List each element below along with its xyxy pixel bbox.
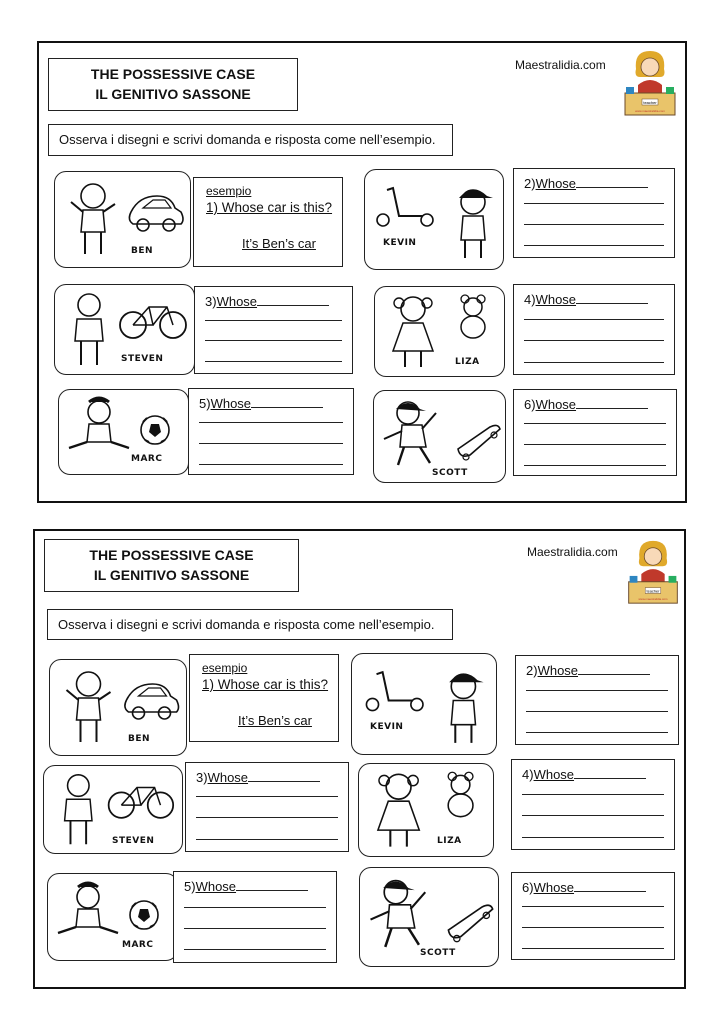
name-label-liza: LIZA <box>455 357 480 367</box>
picture-kevin <box>351 653 497 755</box>
name-label-ben: BEN <box>131 246 154 256</box>
question-3: 3)Whose <box>196 769 320 785</box>
answer-box-4 <box>513 284 675 375</box>
worksheet-bottom <box>33 529 686 989</box>
question-6: 6)Whose <box>522 879 646 895</box>
name-label-marc: MARC <box>122 940 154 950</box>
name-label-steven: STEVEN <box>112 836 155 846</box>
teddy-bear-icon <box>375 287 506 378</box>
car-icon <box>50 660 188 757</box>
question-5: 5)Whose <box>199 395 323 411</box>
answer-box-5 <box>188 388 354 475</box>
question-2: 2)Whose <box>524 175 648 191</box>
question-4: 4)Whose <box>522 766 646 782</box>
example-box <box>193 177 343 267</box>
name-label-marc: MARC <box>131 454 163 464</box>
title-line-1: THE POSSESSIVE CASE <box>90 66 256 82</box>
answer-box-2 <box>513 168 675 258</box>
example-answer: It’s Ben’s car <box>242 236 316 251</box>
name-label-kevin: KEVIN <box>383 238 417 248</box>
name-label-steven: STEVEN <box>121 354 164 364</box>
site-name: Maestralidia.com <box>515 58 606 72</box>
answer-box-3 <box>185 762 349 852</box>
picture-steven <box>43 765 183 854</box>
picture-marc <box>58 389 189 475</box>
example-box <box>189 654 339 742</box>
answer-box-4 <box>511 759 675 850</box>
answer-box-2 <box>515 655 679 745</box>
teddy-bear-icon <box>359 764 495 858</box>
example-question: 1) Whose car is this? <box>206 200 333 215</box>
boy-with-cap-icon <box>352 654 498 756</box>
instruction-box: Osserva i disegni e scrivi domanda e risposta come nell’esempio. <box>48 124 453 156</box>
name-label-kevin: KEVIN <box>370 722 404 732</box>
answer-box-6 <box>511 872 675 960</box>
logo-url: www.maestralidia.com <box>635 109 665 113</box>
boy-with-cap-icon <box>365 170 505 271</box>
example-question: 1) Whose car is this? <box>202 677 329 692</box>
name-label-scott: SCOTT <box>420 948 456 958</box>
logo-label: teacher <box>643 100 657 105</box>
car-icon <box>55 172 192 269</box>
title-line-1: THE POSSESSIVE CASE <box>89 547 254 563</box>
answer-box-6 <box>513 389 677 476</box>
question-3: 3)Whose <box>205 293 329 309</box>
answer-box-5 <box>173 871 337 963</box>
picture-steven <box>54 284 195 375</box>
worksheet-top <box>37 41 687 503</box>
football-icon <box>59 390 190 476</box>
logo-url: www.maestralidia.com <box>638 597 668 602</box>
picture-scott <box>359 867 499 967</box>
teacher-logo-icon <box>622 47 678 121</box>
teacher-logo-icon <box>625 537 681 609</box>
answer-box-3 <box>194 286 353 374</box>
logo-label: teacher <box>646 588 660 594</box>
title-line-2: IL GENITIVO SASSONE <box>93 567 250 583</box>
title-line-2: IL GENITIVO SASSONE <box>95 86 251 102</box>
title-box <box>48 58 298 111</box>
question-5: 5)Whose <box>184 878 308 894</box>
name-label-scott: SCOTT <box>432 468 468 478</box>
name-label-ben: BEN <box>128 734 151 744</box>
picture-ben <box>49 659 187 756</box>
title-box <box>44 539 299 592</box>
picture-liza <box>358 763 494 857</box>
picture-kevin <box>364 169 504 270</box>
instruction-box: Osserva i disegni e scrivi domanda e risposta come nell’esempio. <box>47 609 453 640</box>
question-4: 4)Whose <box>524 291 648 307</box>
picture-scott <box>373 390 506 483</box>
picture-liza <box>374 286 505 377</box>
name-label-liza: LIZA <box>437 836 462 846</box>
picture-ben <box>54 171 191 268</box>
example-label: esempio <box>202 661 248 675</box>
picture-marc <box>47 873 178 961</box>
example-answer: It’s Ben’s car <box>238 713 312 728</box>
example-label: esempio <box>206 184 252 198</box>
question-6: 6)Whose <box>524 396 648 412</box>
question-2: 2)Whose <box>526 662 650 678</box>
site-name: Maestralidia.com <box>527 545 618 559</box>
football-icon <box>48 874 179 962</box>
